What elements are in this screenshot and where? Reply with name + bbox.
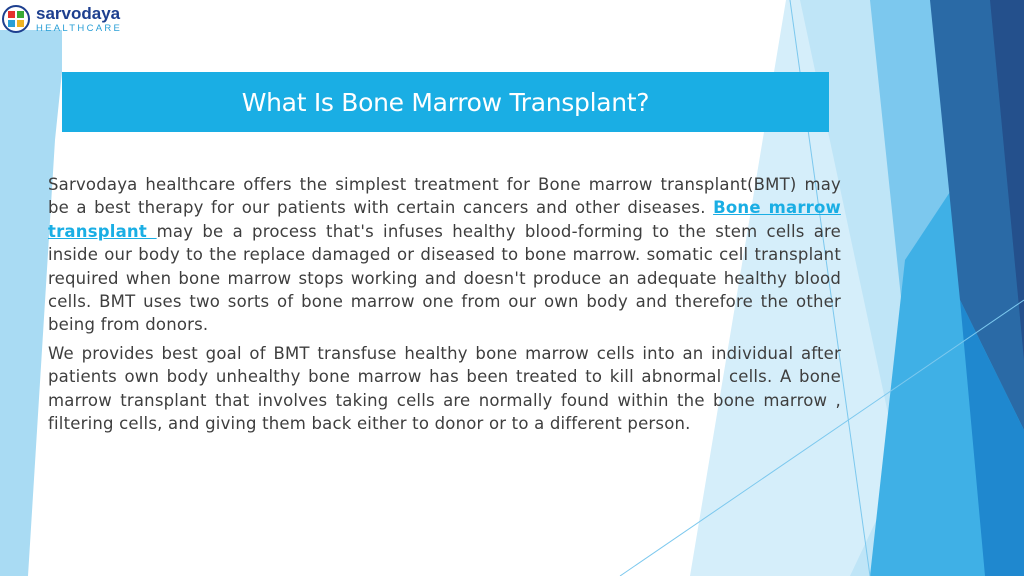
- paragraph-1: [48, 173, 841, 337]
- title-bar: [62, 72, 829, 132]
- paragraph-2: We provides best goal of BMT transfuse healthy bone marrow cells into an individual after patients own body unhealthy bone marrow has been treated to kill abnormal cells. A bone marrow transplant that involves taking cells are normally found within the bone marrow , filtering cells, and giving them back either to donor or to a different person.: [48, 343, 841, 434]
- logo-cross-icon: [2, 5, 30, 33]
- brand-name: sarvodaya: [36, 3, 121, 23]
- brand-logo[interactable]: [0, 0, 150, 38]
- bone-marrow-transplant-link[interactable]: Bone marrow transplant: [48, 198, 841, 241]
- slide-body: [48, 173, 841, 440]
- slide-title: What Is Bone Marrow Transplant?: [241, 87, 650, 117]
- paragraph-1-rest: may be a process that's infuses healthy blood-forming to the stem cells are inside our body to the replace damaged or diseased to bone marrow. somatic cell transplant required when bone marrow stops working and doesn't produce an adequate healthy blood cells. BMT uses two sorts of bone marrow one from our own body and therefore the other being from donors.: [48, 221, 841, 335]
- paragraph-1-intro: Sarvodaya healthcare offers the simplest treatment for Bone marrow transplant(BMT) may be a best therapy for our patients with certain cancers and other diseases.: [48, 175, 841, 218]
- brand-tagline: HEALTHCARE: [36, 22, 123, 34]
